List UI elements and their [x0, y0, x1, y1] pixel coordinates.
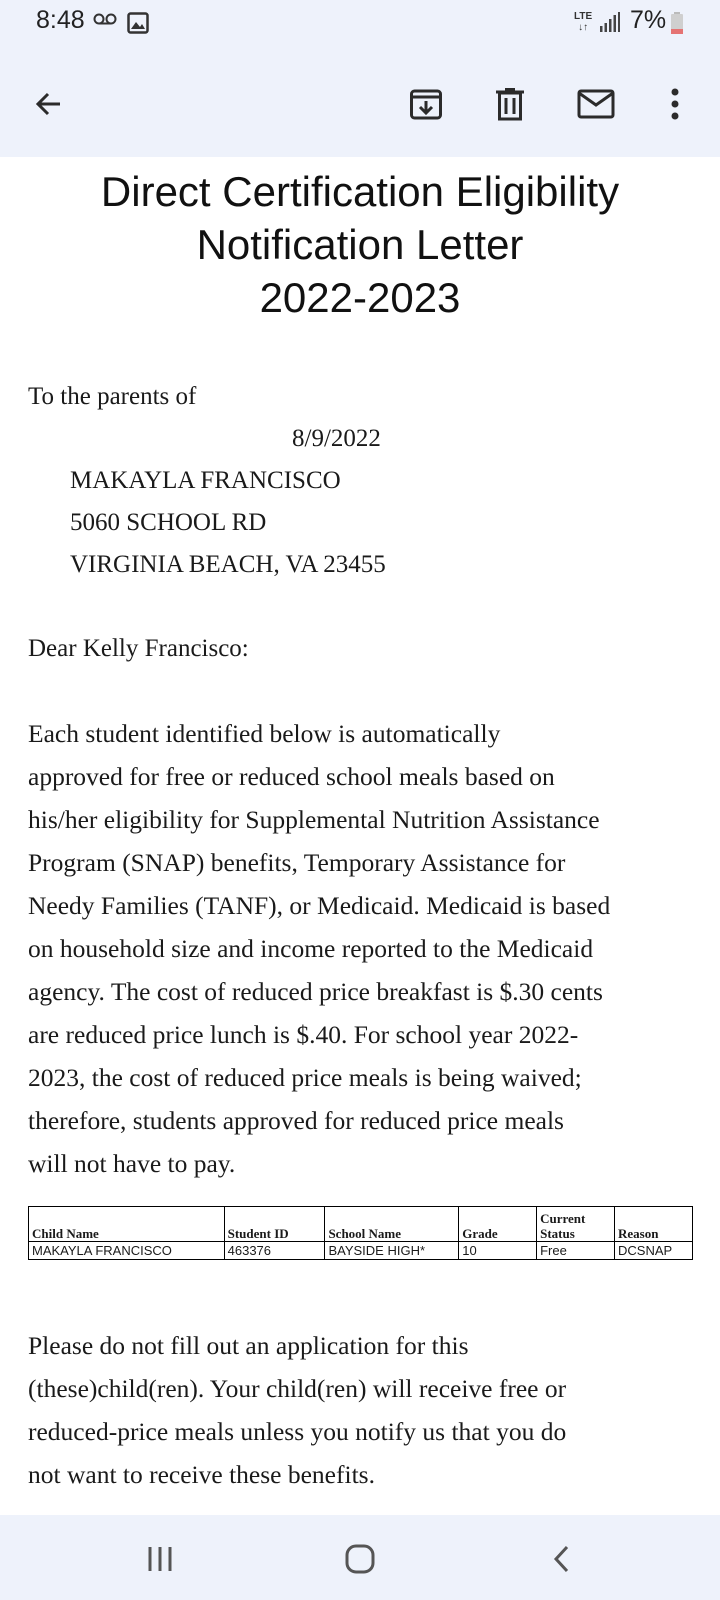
- body-line: Needy Families (TANF), or Medicaid. Medicaid is based: [28, 891, 611, 920]
- cell-status: Free: [537, 1242, 615, 1260]
- body-line: Each student identified below is automatically: [28, 719, 501, 748]
- body-line: his/her eligibility for Supplemental Nutrition Assistance: [28, 805, 600, 834]
- title-line: Direct Certification Eligibility: [100, 168, 620, 215]
- status-time: 8:48: [36, 6, 85, 34]
- battery-icon: [670, 12, 684, 39]
- column-header: Grade: [459, 1207, 537, 1242]
- letter-date: 8/9/2022: [292, 425, 381, 452]
- address-line: 5060 SCHOOL RD: [70, 509, 267, 536]
- home-icon[interactable]: [330, 1537, 390, 1581]
- body-line: 2023, the cost of reduced price meals is being waived;: [28, 1063, 582, 1092]
- mail-icon[interactable]: [572, 80, 620, 128]
- column-header: Current Status: [537, 1207, 615, 1242]
- table-header-row: [29, 1207, 693, 1242]
- body-line: Program (SNAP) benefits, Temporary Assistance for: [28, 848, 566, 877]
- address-line: VIRGINIA BEACH, VA 23455: [70, 551, 386, 578]
- eligibility-table: [28, 1206, 693, 1260]
- cell-reason: DCSNAP: [615, 1242, 693, 1260]
- body-line: therefore, students approved for reduced price meals: [28, 1106, 564, 1135]
- battery-percent: 7%: [630, 6, 667, 34]
- back-arrow-icon[interactable]: [24, 80, 72, 128]
- voicemail-icon: [93, 12, 117, 31]
- column-header: Student ID: [224, 1207, 325, 1242]
- salutation: Dear Kelly Francisco:: [28, 635, 249, 662]
- letter-content: [0, 157, 720, 1515]
- table-row: [29, 1242, 693, 1260]
- cell-school-name: BAYSIDE HIGH*: [325, 1242, 459, 1260]
- closing-line: (these)child(ren). Your child(ren) will receive free or: [28, 1374, 567, 1403]
- cell-child-name: MAKAYLA FRANCISCO: [29, 1242, 225, 1260]
- body-line: will not have to pay.: [28, 1149, 236, 1178]
- more-vert-icon[interactable]: [651, 80, 699, 128]
- signal-icon: [600, 12, 620, 37]
- column-header: Reason: [615, 1207, 693, 1242]
- app-bar: [0, 50, 720, 157]
- closing-line: not want to receive these benefits.: [28, 1460, 375, 1489]
- body-line: are reduced price lunch is $.40. For school year 2022-: [28, 1020, 579, 1049]
- title-line: Notification Letter: [196, 221, 524, 268]
- letter-title: [0, 165, 720, 324]
- body-line: agency. The cost of reduced price breakfast is $.30 cents: [28, 977, 603, 1006]
- body-line: on household size and income reported to the Medicaid: [28, 934, 594, 963]
- system-nav-bar: [0, 1515, 720, 1600]
- back-icon[interactable]: [532, 1537, 592, 1581]
- archive-icon[interactable]: [402, 80, 450, 128]
- network-type: LTE ↓↑: [574, 11, 593, 33]
- closing-paragraph: [28, 1324, 708, 1496]
- title-line: 2022-2023: [259, 274, 461, 321]
- closing-line: reduced-price meals unless you notify us that you do: [28, 1417, 567, 1446]
- column-header: School Name: [325, 1207, 459, 1242]
- address-line: MAKAYLA FRANCISCO: [70, 467, 341, 494]
- to-line: To the parents of: [28, 383, 197, 410]
- body-line: approved for free or reduced school meals based on: [28, 762, 555, 791]
- trash-icon[interactable]: [486, 80, 534, 128]
- status-bar: [0, 0, 720, 50]
- body-paragraph: [28, 712, 708, 1185]
- cell-grade: 10: [459, 1242, 537, 1260]
- cell-student-id: 463376: [224, 1242, 325, 1260]
- closing-line: Please do not fill out an application for this: [28, 1331, 469, 1360]
- gallery-icon: [127, 12, 149, 39]
- column-header: Child Name: [29, 1207, 225, 1242]
- recents-icon[interactable]: [130, 1537, 190, 1581]
